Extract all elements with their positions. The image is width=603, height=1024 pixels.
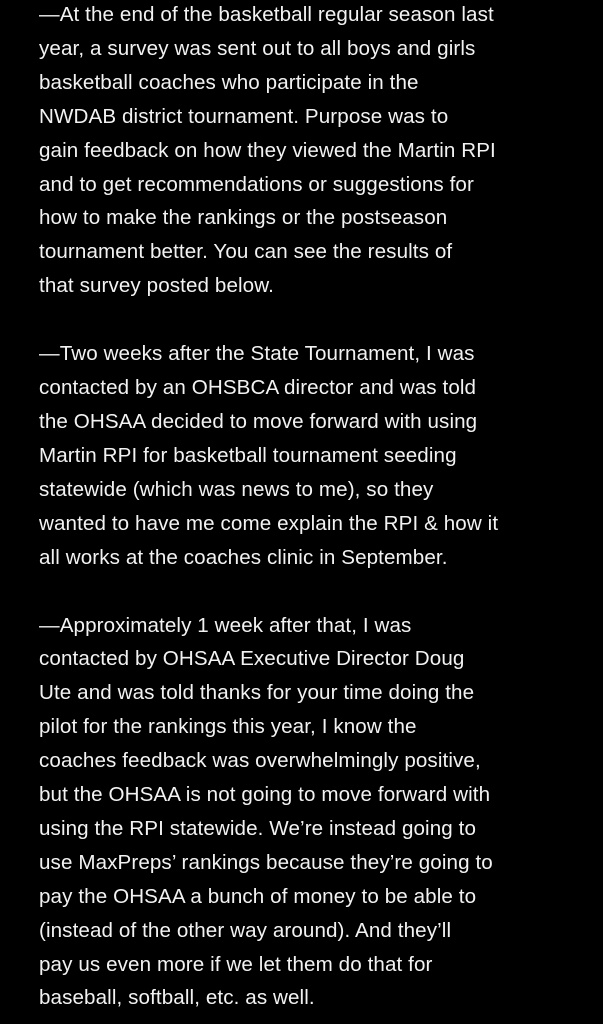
text-line: wanted to have me come explain the RPI & how it	[39, 511, 499, 535]
paragraph-spacer	[39, 575, 579, 609]
text-line: that survey posted below.	[39, 274, 274, 298]
text-line: basketball coaches who participate in the	[39, 70, 419, 94]
text-line: pilot for the rankings this year, I know the	[39, 715, 417, 739]
note-body	[39, 0, 579, 1015]
text-line: NWDAB district tournament. Purpose was to	[39, 104, 449, 128]
text-line: —Two weeks after the State Tournament, I was	[39, 342, 475, 366]
text-line: pay us even more if we let them do that for	[39, 952, 433, 976]
text-line: —Approximately 1 week after that, I was	[39, 613, 412, 637]
text-line: statewide (which was news to me), so they	[39, 477, 434, 501]
text-line: Ute and was told thanks for your time doing the	[39, 681, 475, 705]
paragraph-survey	[39, 0, 579, 303]
text-line: baseball, softball, etc. as well.	[39, 986, 315, 1010]
paragraph-ohsaa-decision	[39, 609, 579, 1016]
text-line: pay the OHSAA a bunch of money to be able to	[39, 884, 477, 908]
text-line: Martin RPI for basketball tournament seeding	[39, 443, 457, 467]
text-line: —At the end of the basketball regular season last	[39, 3, 494, 26]
text-line: contacted by OHSAA Executive Director Doug	[39, 647, 465, 671]
text-line: how to make the rankings or the postseason	[39, 206, 448, 230]
text-line: (instead of the other way around). And they’ll	[39, 918, 452, 942]
text-line: contacted by an OHSBCA director and was told	[39, 376, 477, 400]
text-line: year, a survey was sent out to all boys and girls	[39, 36, 476, 60]
text-line: but the OHSAA is not going to move forward with	[39, 783, 491, 807]
text-line: tournament better. You can see the results of	[39, 240, 453, 264]
text-line: the OHSAA decided to move forward with using	[39, 409, 478, 433]
text-line: using the RPI statewide. We’re instead going to	[39, 816, 477, 840]
text-line: coaches feedback was overwhelmingly positive,	[39, 749, 481, 773]
text-line: gain feedback on how they viewed the Martin RPI	[39, 138, 496, 162]
text-line: all works at the coaches clinic in September.	[39, 545, 448, 569]
paragraph-state-tournament	[39, 337, 579, 574]
text-line: and to get recommendations or suggestions for	[39, 172, 474, 196]
text-line: use MaxPreps’ rankings because they’re going to	[39, 850, 493, 874]
paragraph-spacer	[39, 303, 579, 337]
